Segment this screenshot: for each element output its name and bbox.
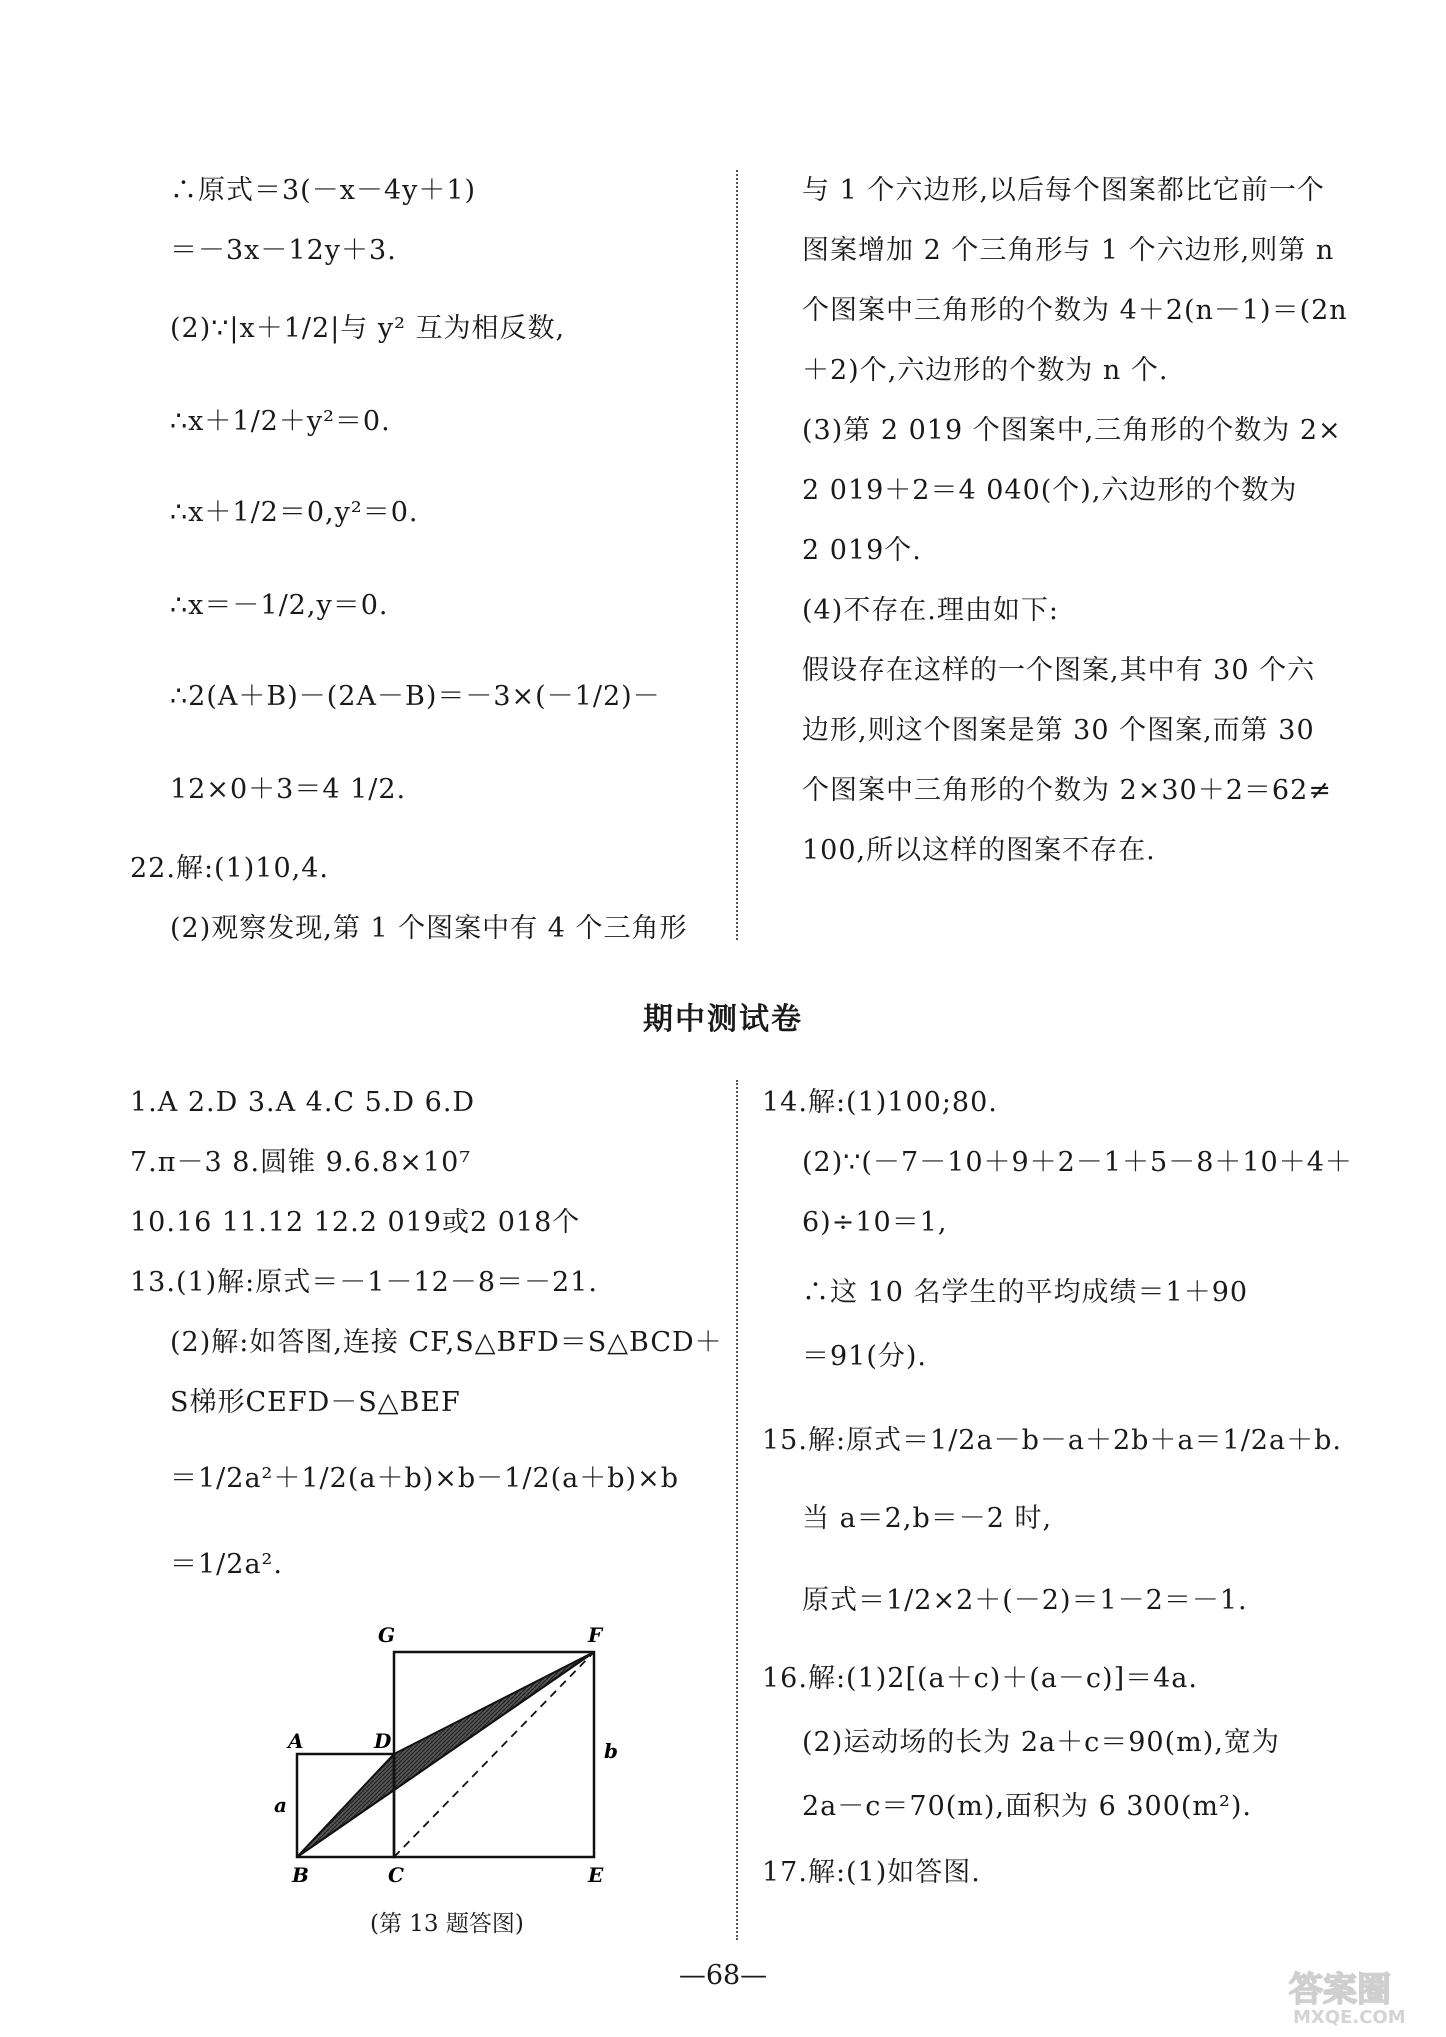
label-g: G (378, 1623, 396, 1647)
upper-column-divider (736, 170, 738, 940)
upper-right-line-8: (4)不存在.理由如下: (802, 595, 1059, 626)
upper-right-line-6: 2 019＋2＝4 040(个),六边形的个数为 (802, 475, 1298, 506)
upper-right-line-5: (3)第 2 019 个图案中,三角形的个数为 2× (802, 415, 1342, 446)
lower-left-line-3: 10.16 11.12 12.2 019或2 018个 (130, 1207, 581, 1238)
watermark-url: MXQE.COM (1293, 2007, 1406, 2027)
watermark-logo (1285, 1965, 1435, 2027)
page-number: —68— (678, 1960, 768, 1991)
lower-right-line-5: ＝91(分). (802, 1341, 928, 1372)
lower-left-line-1: 1.A 2.D 3.A 4.C 5.D 6.D (130, 1087, 476, 1118)
section-title: 期中测试卷 (643, 1002, 803, 1037)
upper-left-line-4: ∴x＋1/2＋y²＝0. (170, 406, 391, 437)
upper-left-line-9: 22.解:(1)10,4. (130, 853, 329, 884)
upper-right-line-9: 假设存在这样的一个图案,其中有 30 个六 (802, 655, 1316, 686)
lower-right-line-9: 16.解:(1)2[(a＋c)＋(a－c)]＝4a. (762, 1663, 1198, 1694)
lower-right-line-3: 6)÷10＝1, (802, 1207, 948, 1238)
lower-left-line-6: S梯形CEFD－S△BEF (170, 1387, 461, 1418)
label-f: F (588, 1623, 603, 1647)
upper-left-line-1: ∴原式＝3(－x－4y＋1) (170, 175, 477, 206)
upper-right-line-12: 100,所以这样的图案不存在. (802, 835, 1156, 866)
label-d: D (374, 1729, 392, 1753)
lower-left-line-5: (2)解:如答图,连接 CF,S△BFD＝S△BCD＋ (170, 1327, 723, 1358)
upper-right-line-4: ＋2)个,六边形的个数为 n 个. (802, 355, 1169, 386)
lower-left-line-4: 13.(1)解:原式＝－1－12－8＝－21. (130, 1267, 598, 1298)
label-a-point: A (288, 1729, 304, 1753)
label-c: C (388, 1863, 404, 1887)
label-b-side: b (604, 1739, 618, 1763)
upper-left-line-10: (2)观察发现,第 1 个图案中有 4 个三角形 (170, 913, 688, 944)
upper-right-line-2: 图案增加 2 个三角形与 1 个六边形,则第 n (802, 235, 1335, 266)
upper-left-line-2: ＝－3x－12y＋3. (170, 235, 397, 266)
label-e: E (588, 1863, 604, 1887)
upper-right-line-1: 与 1 个六边形,以后每个图案都比它前一个 (802, 175, 1325, 206)
lower-column-divider (736, 1080, 738, 1940)
upper-right-line-11: 个图案中三角形的个数为 2×30＋2＝62≠ (802, 775, 1332, 806)
lower-right-line-11: 2a－c＝70(m),面积为 6 300(m²). (802, 1791, 1252, 1822)
lower-left-line-7: ＝1/2a²＋1/2(a＋b)×b－1/2(a＋b)×b (170, 1463, 679, 1494)
lower-right-line-2: (2)∵(－7－10＋9＋2－1＋5－8＋10＋4＋ (802, 1147, 1353, 1178)
label-b-point: B (292, 1863, 309, 1887)
lower-right-line-8: 原式＝1/2×2＋(－2)＝1－2＝－1. (802, 1585, 1248, 1616)
lower-right-line-10: (2)运动场的长为 2a＋c＝90(m),宽为 (802, 1727, 1280, 1758)
lower-right-line-7: 当 a＝2,b＝－2 时, (802, 1503, 1053, 1534)
watermark-title: 答案圈 (1289, 1970, 1391, 2010)
lower-left-line-2: 7.π－3 8.圆锥 9.6.8×10⁷ (130, 1147, 472, 1178)
lower-right-line-6: 15.解:原式＝1/2a－b－a＋2b＋a＝1/2a＋b. (762, 1425, 1342, 1456)
upper-right-line-7: 2 019个. (802, 535, 922, 566)
upper-left-line-8: 12×0＋3＝4 1/2. (170, 774, 407, 805)
lower-right-line-12: 17.解:(1)如答图. (762, 1857, 981, 1888)
lower-right-line-1: 14.解:(1)100;80. (762, 1087, 998, 1118)
upper-left-line-5: ∴x＋1/2＝0,y²＝0. (170, 497, 419, 528)
geometry-figure (270, 1620, 630, 1895)
upper-left-line-3: (2)∵|x＋1/2|与 y² 互为相反数, (170, 313, 566, 344)
lower-right-line-4: ∴这 10 名学生的平均成绩＝1＋90 (802, 1277, 1249, 1308)
upper-left-line-7: ∴2(A＋B)－(2A－B)＝－3×(－1/2)－ (170, 681, 661, 712)
label-a-side: a (274, 1793, 287, 1817)
upper-right-line-3: 个图案中三角形的个数为 4＋2(n－1)＝(2n (802, 295, 1348, 326)
lower-left-line-8: ＝1/2a². (170, 1549, 283, 1580)
figure-caption: (第 13 题答图) (370, 1911, 524, 1937)
upper-left-line-6: ∴x＝－1/2,y＝0. (170, 590, 389, 621)
upper-right-line-10: 边形,则这个图案是第 30 个图案,而第 30 (802, 715, 1315, 746)
